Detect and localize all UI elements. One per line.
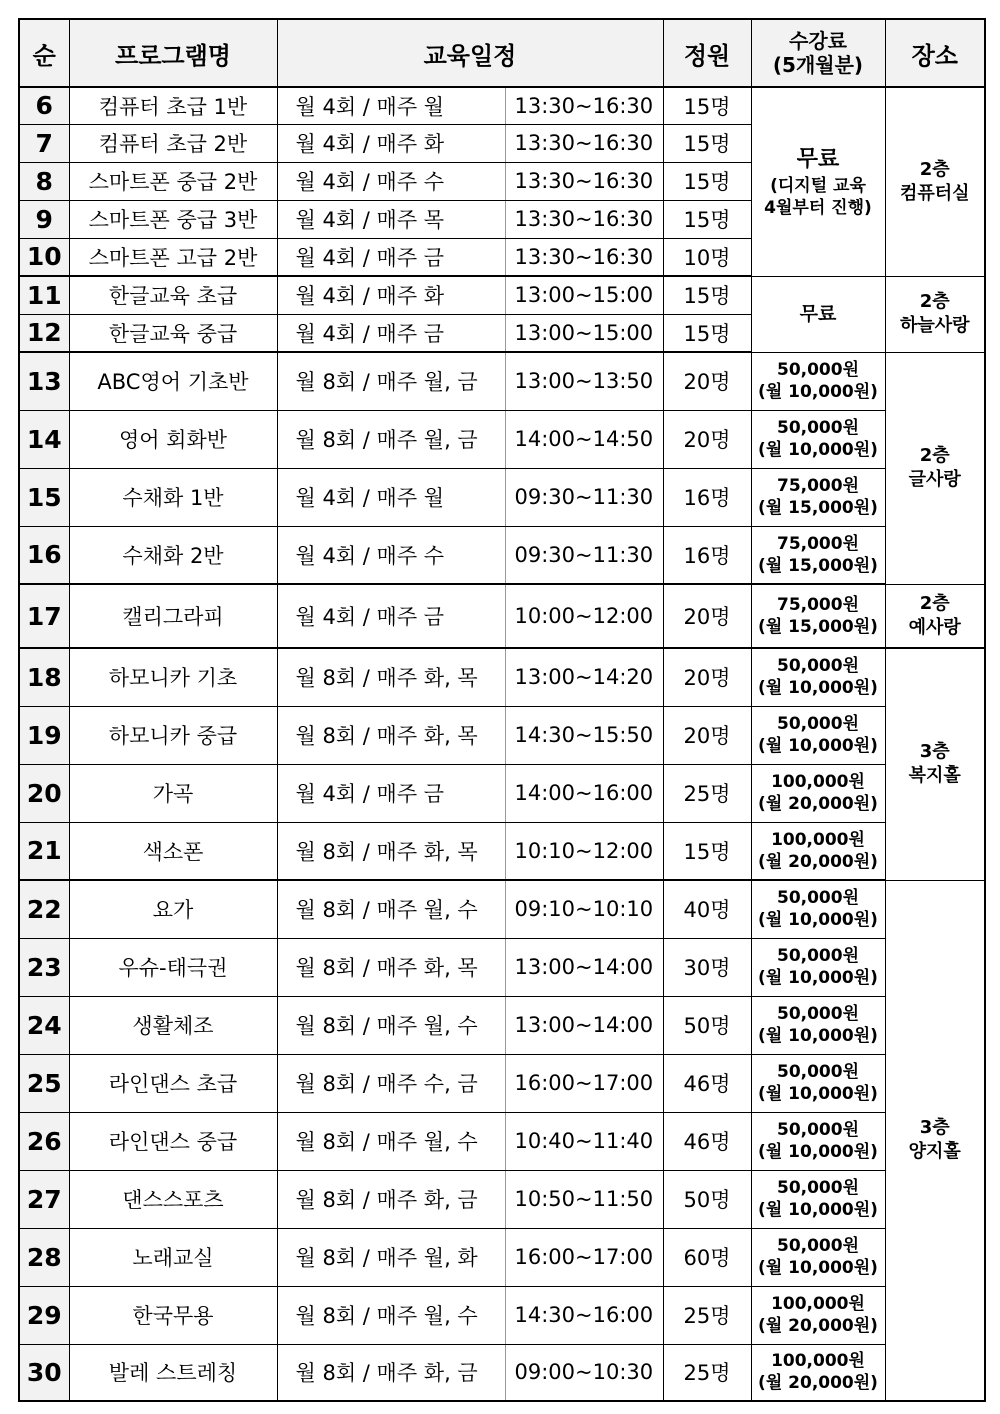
row-number: 19 xyxy=(19,706,69,764)
table-row xyxy=(19,706,985,764)
schedule-time: 16:00~17:00 xyxy=(505,1054,663,1112)
table-body xyxy=(19,87,985,1401)
table-row xyxy=(19,996,985,1054)
fee xyxy=(751,648,885,706)
row-number: 28 xyxy=(19,1228,69,1286)
schedule-time: 16:00~17:00 xyxy=(505,1228,663,1286)
fee xyxy=(751,764,885,822)
place-room: 복지홀 xyxy=(908,765,961,787)
fee xyxy=(751,1286,885,1344)
schedule-days: 월 8회 / 매주 화, 금 xyxy=(277,1344,505,1401)
row-number: 17 xyxy=(19,584,69,648)
header-place: 장소 xyxy=(885,19,985,87)
place-room: 예사랑 xyxy=(908,616,961,638)
header-capacity: 정원 xyxy=(663,19,751,87)
schedule-time: 13:00~14:20 xyxy=(505,648,663,706)
schedule-days: 월 8회 / 매주 화, 목 xyxy=(277,822,505,880)
fee xyxy=(751,352,885,410)
schedule-days: 월 8회 / 매주 월, 금 xyxy=(277,410,505,468)
schedule-days: 월 4회 / 매주 월 xyxy=(277,87,505,124)
place-floor: 2층 xyxy=(919,592,950,614)
fee-monthly: (월 20,000원) xyxy=(758,1316,878,1336)
row-number: 18 xyxy=(19,648,69,706)
schedule-time: 13:30~16:30 xyxy=(505,87,663,124)
schedule-time: 13:30~16:30 xyxy=(505,162,663,200)
fee-free-label: 무료 xyxy=(796,146,840,172)
fee-total: 100,000원 xyxy=(771,1294,865,1314)
program-name: 컴퓨터 초급 2반 xyxy=(69,124,277,162)
program-name: 댄스스포츠 xyxy=(69,1170,277,1228)
fee-total: 50,000원 xyxy=(776,656,860,677)
fee-total: 100,000원 xyxy=(771,829,865,850)
capacity: 25명 xyxy=(663,764,751,822)
row-number: 6 xyxy=(19,87,69,124)
row-number: 16 xyxy=(19,526,69,584)
fee-total: 75,000원 xyxy=(776,533,860,554)
schedule-days: 월 8회 / 매주 월, 수 xyxy=(277,996,505,1054)
capacity: 15명 xyxy=(663,162,751,200)
program-name: 한글교육 중급 xyxy=(69,314,277,352)
schedule-days: 월 4회 / 매주 수 xyxy=(277,526,505,584)
fee-free-note-1: (디지털 교육 xyxy=(770,175,866,196)
fee-total: 50,000원 xyxy=(776,1004,860,1024)
fee-total: 100,000원 xyxy=(771,772,865,792)
schedule-time: 13:30~16:30 xyxy=(505,200,663,238)
schedule-days: 월 8회 / 매주 화, 목 xyxy=(277,648,505,706)
table-row xyxy=(19,1286,985,1344)
row-number: 14 xyxy=(19,410,69,468)
schedule-time: 13:00~15:00 xyxy=(505,276,663,314)
schedule-days: 월 4회 / 매주 금 xyxy=(277,314,505,352)
program-name: 가곡 xyxy=(69,764,277,822)
fee xyxy=(751,706,885,764)
place-room: 양지홀 xyxy=(908,1141,961,1163)
header-row xyxy=(19,19,985,87)
fee xyxy=(751,584,885,648)
program-name: 한글교육 초급 xyxy=(69,276,277,314)
schedule-time: 14:30~15:50 xyxy=(505,706,663,764)
header-fee xyxy=(751,19,885,87)
capacity: 20명 xyxy=(663,410,751,468)
row-number: 15 xyxy=(19,468,69,526)
table-row xyxy=(19,352,985,410)
program-name: 한국무용 xyxy=(69,1286,277,1344)
table-row xyxy=(19,276,985,314)
capacity: 50명 xyxy=(663,1170,751,1228)
fee xyxy=(751,1112,885,1170)
capacity: 15명 xyxy=(663,314,751,352)
capacity: 25명 xyxy=(663,1286,751,1344)
fee-monthly: (월 10,000원) xyxy=(758,910,878,931)
place-room: 컴퓨터실 xyxy=(899,182,970,204)
fee-total: 100,000원 xyxy=(771,1351,865,1372)
fee-total: 50,000원 xyxy=(776,888,860,909)
fee xyxy=(751,996,885,1054)
program-name: 생활체조 xyxy=(69,996,277,1054)
fee-total: 50,000원 xyxy=(776,1120,860,1140)
fee-group-digital xyxy=(751,87,885,276)
schedule-time: 10:10~12:00 xyxy=(505,822,663,880)
header-no: 순 xyxy=(19,19,69,87)
program-name: 발레 스트레칭 xyxy=(69,1344,277,1401)
fee xyxy=(751,822,885,880)
table-row xyxy=(19,880,985,938)
schedule-days: 월 4회 / 매주 화 xyxy=(277,124,505,162)
capacity: 50명 xyxy=(663,996,751,1054)
fee-total: 50,000원 xyxy=(776,1178,860,1198)
schedule-time: 09:30~11:30 xyxy=(505,468,663,526)
program-name: 스마트폰 고급 2반 xyxy=(69,238,277,276)
program-schedule-table xyxy=(18,18,986,1402)
program-name: 라인댄스 중급 xyxy=(69,1112,277,1170)
row-number: 9 xyxy=(19,200,69,238)
program-name: 색소폰 xyxy=(69,822,277,880)
place-room: 하늘사랑 xyxy=(899,315,970,336)
row-number: 29 xyxy=(19,1286,69,1344)
place-floor: 2층 xyxy=(919,291,950,312)
fee-monthly: (월 20,000원) xyxy=(758,851,878,872)
fee-total: 75,000원 xyxy=(776,476,860,496)
table-row xyxy=(19,1228,985,1286)
place-floor: 2층 xyxy=(919,158,950,180)
fee-free-label: 무료 xyxy=(799,303,837,325)
row-number: 21 xyxy=(19,822,69,880)
capacity: 40명 xyxy=(663,880,751,938)
place-hangul xyxy=(885,276,985,352)
fee xyxy=(751,1344,885,1401)
schedule-days: 월 4회 / 매주 금 xyxy=(277,238,505,276)
fee-monthly: (월 10,000원) xyxy=(758,1084,878,1104)
fee-monthly: (월 10,000원) xyxy=(758,382,878,402)
header-fee-line1: 수강료 xyxy=(789,29,847,53)
schedule-days: 월 4회 / 매주 월 xyxy=(277,468,505,526)
fee-group-hangul xyxy=(751,276,885,352)
place-yesarang xyxy=(885,584,985,648)
program-name: 하모니카 중급 xyxy=(69,706,277,764)
capacity: 15명 xyxy=(663,276,751,314)
row-number: 25 xyxy=(19,1054,69,1112)
program-name: 영어 회화반 xyxy=(69,410,277,468)
fee xyxy=(751,880,885,938)
schedule-days: 월 8회 / 매주 수, 금 xyxy=(277,1054,505,1112)
program-name: 수채화 2반 xyxy=(69,526,277,584)
place-digital xyxy=(885,87,985,276)
table-row xyxy=(19,584,985,648)
program-name: 스마트폰 중급 2반 xyxy=(69,162,277,200)
schedule-days: 월 8회 / 매주 월, 화 xyxy=(277,1228,505,1286)
schedule-time: 09:10~10:10 xyxy=(505,880,663,938)
schedule-time: 10:50~11:50 xyxy=(505,1170,663,1228)
schedule-days: 월 8회 / 매주 월, 수 xyxy=(277,1112,505,1170)
fee xyxy=(751,468,885,526)
row-number: 20 xyxy=(19,764,69,822)
schedule-days: 월 4회 / 매주 화 xyxy=(277,276,505,314)
program-name: 요가 xyxy=(69,880,277,938)
row-number: 22 xyxy=(19,880,69,938)
fee-monthly: (월 10,000원) xyxy=(758,1200,878,1220)
place-geulsarang xyxy=(885,352,985,584)
schedule-days: 월 4회 / 매주 금 xyxy=(277,584,505,648)
program-name: 라인댄스 초급 xyxy=(69,1054,277,1112)
fee-monthly: (월 15,000원) xyxy=(758,555,878,576)
place-bokji xyxy=(885,648,985,880)
capacity: 15명 xyxy=(663,124,751,162)
row-number: 23 xyxy=(19,938,69,996)
capacity: 16명 xyxy=(663,468,751,526)
program-name: 우슈-태극권 xyxy=(69,938,277,996)
schedule-time: 14:00~16:00 xyxy=(505,764,663,822)
capacity: 46명 xyxy=(663,1054,751,1112)
fee-monthly: (월 10,000원) xyxy=(758,1142,878,1162)
schedule-days: 월 8회 / 매주 화, 목 xyxy=(277,706,505,764)
capacity: 30명 xyxy=(663,938,751,996)
fee-total: 50,000원 xyxy=(776,714,860,734)
fee-total: 50,000원 xyxy=(776,1062,860,1082)
capacity: 20명 xyxy=(663,584,751,648)
row-number: 10 xyxy=(19,238,69,276)
fee-monthly: (월 10,000원) xyxy=(758,1026,878,1046)
row-number: 7 xyxy=(19,124,69,162)
fee xyxy=(751,1228,885,1286)
row-number: 24 xyxy=(19,996,69,1054)
fee-free-note-2: 4월부터 진행) xyxy=(764,197,872,218)
row-number: 12 xyxy=(19,314,69,352)
row-number: 13 xyxy=(19,352,69,410)
row-number: 30 xyxy=(19,1344,69,1401)
fee-monthly: (월 10,000원) xyxy=(758,736,878,756)
fee-total: 50,000원 xyxy=(776,946,860,966)
schedule-time: 09:00~10:30 xyxy=(505,1344,663,1401)
schedule-time: 10:40~11:40 xyxy=(505,1112,663,1170)
schedule-days: 월 8회 / 매주 화, 금 xyxy=(277,1170,505,1228)
table-row xyxy=(19,1344,985,1401)
capacity: 20명 xyxy=(663,706,751,764)
header-schedule: 교육일정 xyxy=(277,19,663,87)
capacity: 15명 xyxy=(663,200,751,238)
place-floor: 3층 xyxy=(919,741,950,763)
fee xyxy=(751,526,885,584)
fee-monthly: (월 10,000원) xyxy=(758,1258,878,1278)
schedule-time: 13:30~16:30 xyxy=(505,124,663,162)
capacity: 25명 xyxy=(663,1344,751,1401)
table-row xyxy=(19,87,985,124)
schedule-time: 13:00~14:00 xyxy=(505,938,663,996)
schedule-time: 13:00~13:50 xyxy=(505,352,663,410)
schedule-days: 월 8회 / 매주 월, 금 xyxy=(277,352,505,410)
fee xyxy=(751,1054,885,1112)
program-name: ABC영어 기초반 xyxy=(69,352,277,410)
capacity: 20명 xyxy=(663,352,751,410)
table-row xyxy=(19,1054,985,1112)
place-floor: 2층 xyxy=(919,445,950,466)
fee-monthly: (월 15,000원) xyxy=(758,617,878,637)
capacity: 15명 xyxy=(663,822,751,880)
fee xyxy=(751,410,885,468)
table-row xyxy=(19,822,985,880)
header-program: 프로그램명 xyxy=(69,19,277,87)
row-number: 26 xyxy=(19,1112,69,1170)
fee-monthly: (월 10,000원) xyxy=(758,440,878,460)
program-name: 스마트폰 중급 3반 xyxy=(69,200,277,238)
program-name: 노래교실 xyxy=(69,1228,277,1286)
table-row xyxy=(19,648,985,706)
fee-total: 75,000원 xyxy=(776,595,860,615)
fee xyxy=(751,938,885,996)
fee-monthly: (월 10,000원) xyxy=(758,678,878,699)
table-row xyxy=(19,526,985,584)
place-yangji xyxy=(885,880,985,1401)
program-name: 하모니카 기초 xyxy=(69,648,277,706)
table-row xyxy=(19,410,985,468)
place-floor: 3층 xyxy=(919,1117,950,1139)
fee-total: 50,000원 xyxy=(776,360,860,380)
fee-monthly: (월 15,000원) xyxy=(758,498,878,518)
row-number: 27 xyxy=(19,1170,69,1228)
table-row xyxy=(19,938,985,996)
capacity: 20명 xyxy=(663,648,751,706)
capacity: 10명 xyxy=(663,238,751,276)
fee-total: 50,000원 xyxy=(776,418,860,438)
capacity: 15명 xyxy=(663,87,751,124)
schedule-time: 09:30~11:30 xyxy=(505,526,663,584)
schedule-time: 14:00~14:50 xyxy=(505,410,663,468)
program-name: 캘리그라피 xyxy=(69,584,277,648)
schedule-time: 13:00~14:00 xyxy=(505,996,663,1054)
schedule-days: 월 8회 / 매주 월, 수 xyxy=(277,880,505,938)
program-name: 수채화 1반 xyxy=(69,468,277,526)
fee-monthly: (월 10,000원) xyxy=(758,968,878,988)
program-name: 컴퓨터 초급 1반 xyxy=(69,87,277,124)
row-number: 11 xyxy=(19,276,69,314)
table-row xyxy=(19,1170,985,1228)
capacity: 16명 xyxy=(663,526,751,584)
capacity: 46명 xyxy=(663,1112,751,1170)
row-number: 8 xyxy=(19,162,69,200)
fee-monthly: (월 20,000원) xyxy=(758,794,878,814)
fee xyxy=(751,1170,885,1228)
table-row xyxy=(19,764,985,822)
schedule-days: 월 4회 / 매주 금 xyxy=(277,764,505,822)
schedule-time: 10:00~12:00 xyxy=(505,584,663,648)
schedule-days: 월 8회 / 매주 월, 수 xyxy=(277,1286,505,1344)
schedule-time: 14:30~16:00 xyxy=(505,1286,663,1344)
place-room: 글사랑 xyxy=(908,469,961,490)
header-fee-line2: (5개월분) xyxy=(772,53,864,77)
schedule-days: 월 4회 / 매주 수 xyxy=(277,162,505,200)
schedule-days: 월 8회 / 매주 화, 목 xyxy=(277,938,505,996)
table-row xyxy=(19,1112,985,1170)
capacity: 60명 xyxy=(663,1228,751,1286)
fee-monthly: (월 20,000원) xyxy=(758,1373,878,1394)
schedule-time: 13:00~15:00 xyxy=(505,314,663,352)
table-row xyxy=(19,468,985,526)
fee-total: 50,000원 xyxy=(776,1236,860,1256)
schedule-time: 13:30~16:30 xyxy=(505,238,663,276)
schedule-days: 월 4회 / 매주 목 xyxy=(277,200,505,238)
